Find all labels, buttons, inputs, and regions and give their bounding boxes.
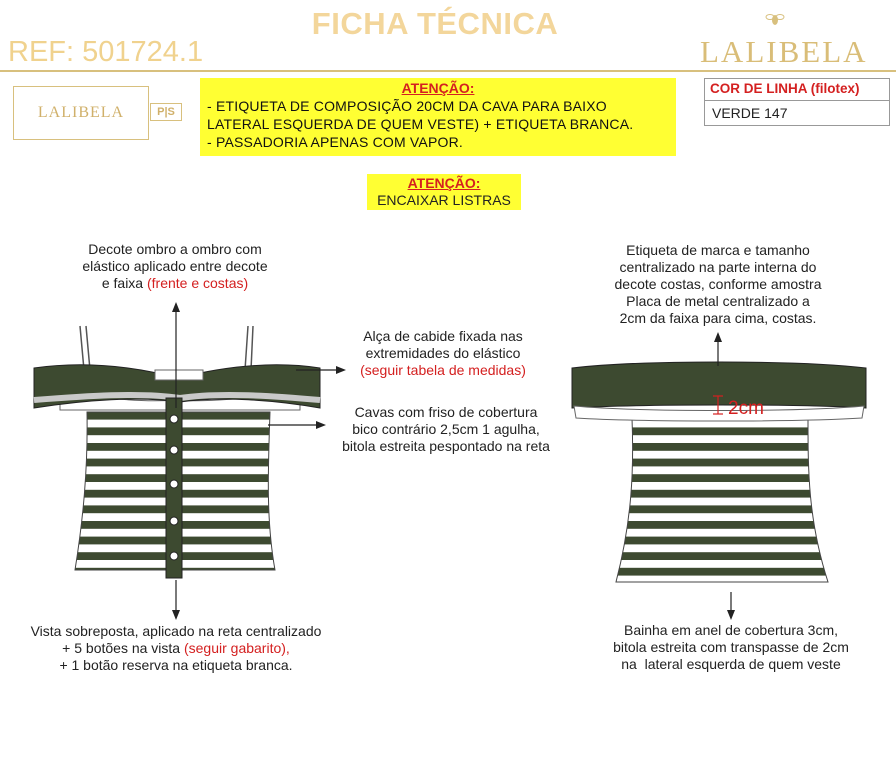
note-back-label [598,242,838,327]
note-placket [6,623,346,674]
button-icon [170,517,178,525]
size-tag: P|S [150,103,182,121]
bee-icon [766,15,784,26]
note-line: centralizado na parte interna do [619,259,817,275]
note-highlight: (seguir tabela de medidas) [360,362,526,378]
note-line: Decote ombro a ombro com [88,241,262,257]
button-icon [170,415,178,423]
label-brand: LALIBELA [37,104,125,121]
note-line [60,275,290,292]
note-line: Bainha em anel de cobertura 3cm, [623,622,838,638]
note-line: decote costas, conforme amostra [614,276,822,292]
note-neckline [60,241,290,292]
page-title: FICHA TÉCNICA [311,6,559,41]
note-highlight: (seguir gabarito), [183,640,290,656]
brand-logo-text: LALIBELA [700,34,868,69]
stripes-attention-text: ENCAIXAR LISTRAS [377,192,511,208]
note-line: bico contrário 2,5cm 1 agulha, [352,421,540,437]
note-armhole [324,404,568,455]
arrow-icon [172,580,180,620]
arrow-icon [727,592,735,620]
note-hem [590,622,872,673]
back-view-garment [572,362,866,582]
note-line: Vista sobreposta, aplicado na reta centralizado [30,623,322,639]
note-strap [338,328,548,379]
note-text: e faixa [101,275,147,291]
note-highlight: (frente e costas) [146,275,249,291]
note-line: 2cm da faixa para cima, costas. [619,310,817,326]
note-line: bitola estreita pespontado na reta [342,438,550,454]
note-line [6,640,346,657]
note-line: Cavas com friso de cobertura [354,404,538,420]
arrow-icon [268,421,326,429]
button-icon [170,552,178,560]
reference-code: REF: 501724.1 [8,36,204,68]
note-text: + 5 botões na vista [62,640,184,656]
measurement-label: 2cm [728,398,764,419]
arrow-icon [714,332,722,366]
attention-line: - ETIQUETA DE COMPOSIÇÃO 20CM DA CAVA PARA BAIXO [207,98,607,114]
note-line: + 1 botão reserva na etiqueta branca. [59,657,293,673]
note-line: Etiqueta de marca e tamanho [626,242,810,258]
stripes-attention-title: ATENÇÃO: [407,175,481,191]
thread-color-value: VERDE 147 [712,105,788,121]
button-icon [170,446,178,454]
note-line: bitola estreita com transpasse de 2cm [613,639,849,655]
attention-title: ATENÇÃO: [401,80,475,96]
thread-color-title: COR DE LINHA (filotex) [710,81,860,96]
note-line: na lateral esquerda de quem veste [621,656,841,672]
note-line: extremidades do elástico [365,345,521,361]
note-line: Placa de metal centralizado a [626,293,810,309]
note-line: Alça de cabide fixada nas [363,328,523,344]
button-icon [170,480,178,488]
note-line: elástico aplicado entre decote [82,258,268,274]
attention-line: - PASSADORIA APENAS COM VAPOR. [207,134,463,150]
attention-line: LATERAL ESQUERDA DE QUEM VESTE) + ETIQUETA BRANCA. [207,116,634,132]
